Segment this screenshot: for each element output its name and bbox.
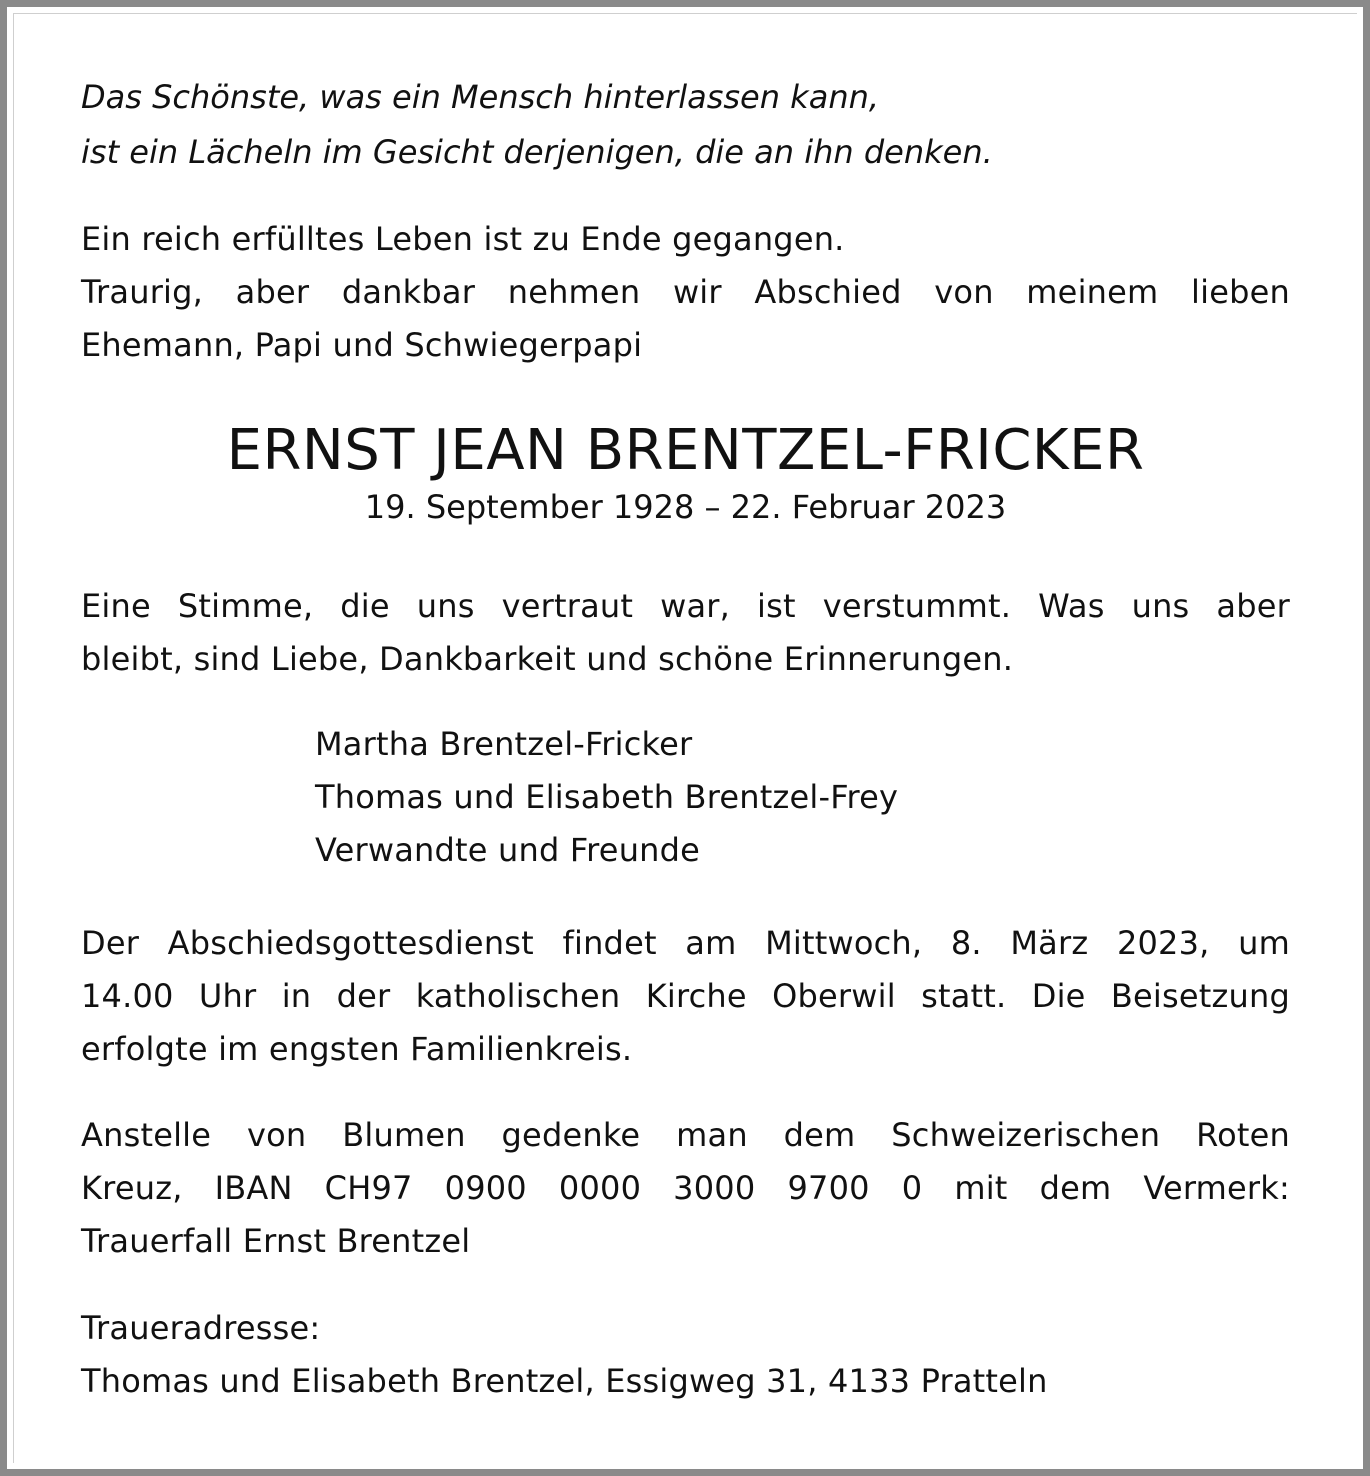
donation-paragraph <box>81 1109 1290 1268</box>
service-paragraph <box>81 917 1290 1076</box>
donation-line: Anstelle von Blumen gedenke man dem Schweizerischen Roten <box>81 1116 1290 1154</box>
address-value: Thomas und Elisabeth Brentzel, Essigweg 31, 4133 Pratteln <box>81 1362 1048 1400</box>
mourner-name: Verwandte und Freunde <box>315 831 701 869</box>
service-line: 14.00 Uhr in der katholischen Kirche Oberwil statt. Die Beisetzung <box>81 977 1290 1015</box>
intro-paragraph <box>81 213 1290 372</box>
mourner-name: Martha Brentzel-Fricker <box>315 725 693 763</box>
tribute-line: Eine Stimme, die uns vertraut war, ist verstummt. Was uns aber <box>81 587 1290 625</box>
life-dates: 19. September 1928 – 22. Februar 2023 <box>364 488 1007 526</box>
mourner-name: Thomas und Elisabeth Brentzel-Frey <box>315 778 899 816</box>
intro-line: Ein reich erfülltes Leben ist zu Ende gegangen. <box>81 220 845 258</box>
motto-quote <box>81 70 1290 180</box>
tribute-paragraph <box>81 580 1290 686</box>
intro-line: Traurig, aber dankbar nehmen wir Abschied von meinem lieben <box>81 273 1290 311</box>
deceased-name: ERNST JEAN BRENTZEL-FRICKER <box>226 418 1145 483</box>
motto-line: Das Schönste, was ein Mensch hinterlassen kann, <box>81 78 880 116</box>
service-line: Der Abschiedsgottesdienst findet am Mittwoch, 8. März 2023, um <box>81 924 1290 962</box>
donation-line: Kreuz, IBAN CH97 0900 0000 3000 9700 0 mit dem Vermerk: <box>81 1169 1290 1207</box>
service-line: erfolgte im engsten Familienkreis. <box>81 1030 633 1068</box>
tribute-line: bleibt, sind Liebe, Dankbarkeit und schöne Erinnerungen. <box>81 640 1014 678</box>
mourning-address <box>81 1302 1290 1408</box>
mourners-list <box>315 718 1215 877</box>
motto-line: ist ein Lächeln im Gesicht derjenigen, die an ihn denken. <box>81 133 993 171</box>
donation-line: Trauerfall Ernst Brentzel <box>81 1222 471 1260</box>
intro-line: Ehemann, Papi und Schwiegerpapi <box>81 326 643 364</box>
deceased-heading <box>81 415 1290 529</box>
address-label: Traueradresse: <box>81 1309 321 1347</box>
